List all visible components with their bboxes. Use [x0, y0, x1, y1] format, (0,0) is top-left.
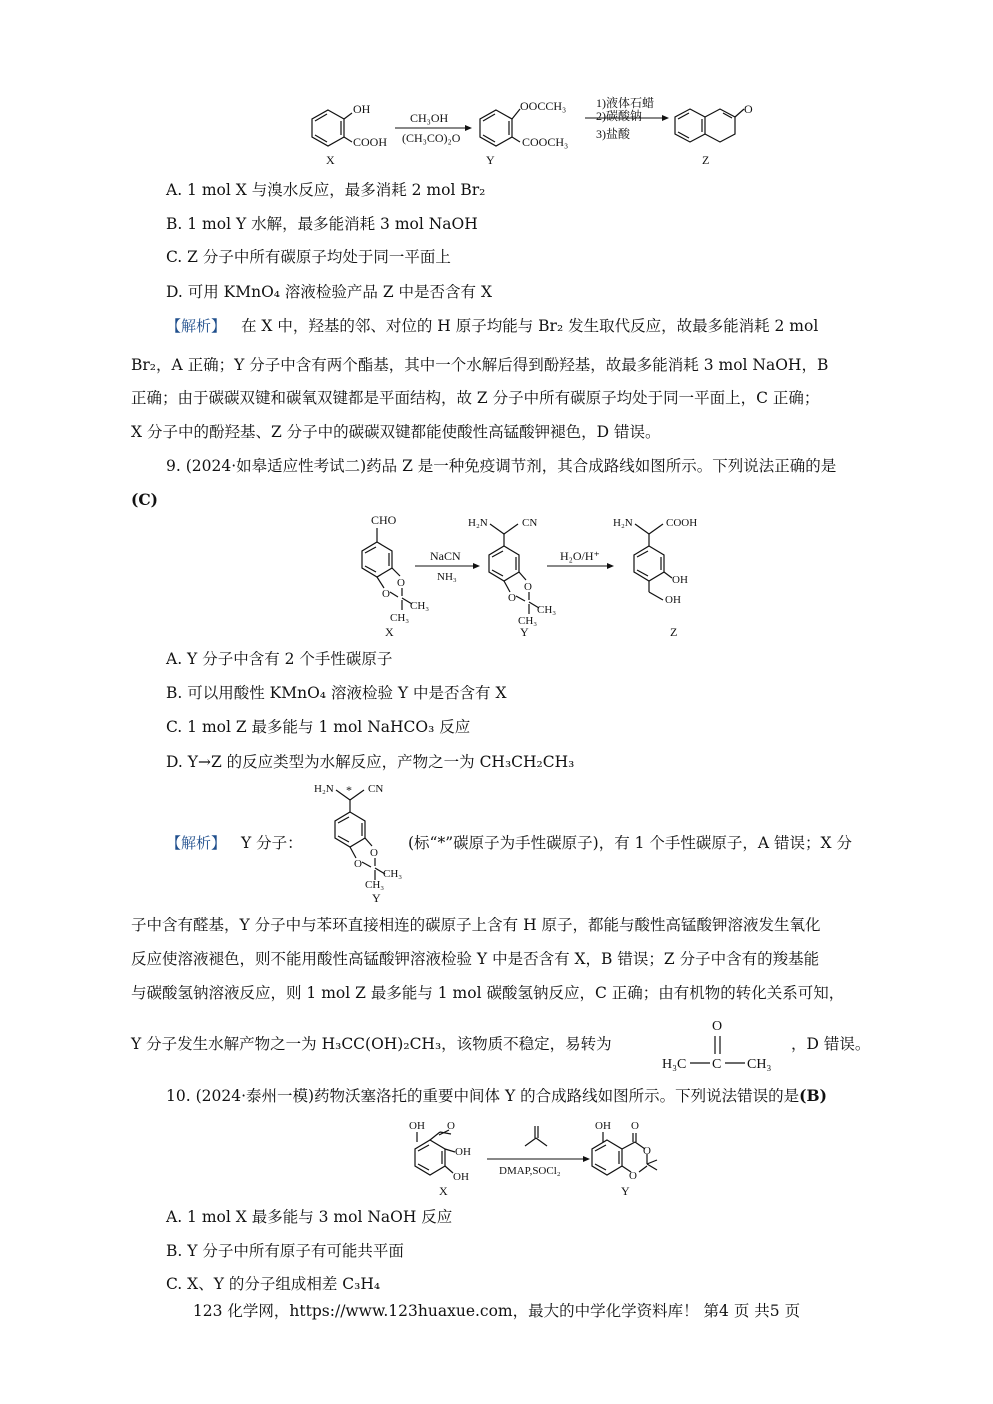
q8-r1-top: CH₃OH	[410, 111, 449, 125]
q9-arrow-1-head	[473, 563, 480, 569]
q9-z-h2n: H₂N	[613, 517, 633, 529]
q10-x-oh2: OH	[455, 1146, 471, 1158]
q9-z-label: Z	[670, 625, 678, 639]
q8-r1-bottom: (CH₃CO)₂O	[402, 131, 461, 145]
q10-answer: (B)	[799, 1086, 827, 1105]
q9-arrow-2-head	[607, 563, 614, 569]
q10-stem	[166, 1086, 827, 1106]
q8-analysis-line-2: Br₂，A 正确；Y 分子中含有两个酯基，其中一个水解后得到酚羟基，故最多能消耗 3 mol NaOH，B	[131, 356, 829, 374]
q9-analysis-tag: 【解析】	[166, 834, 227, 852]
q8-y-ooccch3: OOCCH₃	[520, 99, 567, 113]
q9-r1-bottom: NH₃	[437, 571, 457, 583]
q9-acetone-o: O	[712, 1019, 723, 1034]
q8-y-coocch3: COOCH₃	[522, 135, 569, 149]
q10-y-o3: O	[629, 1170, 637, 1182]
q8-y-label: Y	[486, 153, 495, 167]
q9-analysis-star: *	[346, 783, 352, 797]
q9-analysis-ch3a: CH₃	[383, 868, 403, 880]
q8-option-b: B. 1 mol Y 水解，最多能消耗 3 mol NaOH	[166, 215, 478, 233]
q9-option-c: C. 1 mol Z 最多能与 1 mol NaHCO₃ 反应	[166, 718, 471, 736]
q9-acetone-structure	[660, 1016, 790, 1076]
q9-option-d: D. Y→Z 的反应类型为水解反应，产物之一为 CH₃CH₂CH₃	[166, 753, 575, 771]
q10-stem-text: 10. (2024·泰州一模)药物沃塞洛托的重要中间体 Y 的合成路线如图所示。下列说法错误的是	[166, 1087, 800, 1105]
q8-z-label: Z	[702, 153, 710, 167]
q9-acetone-c: C	[712, 1057, 722, 1072]
q8-y-benzene-ring	[480, 109, 520, 146]
q8-r2-2: 2)碳酸钠	[596, 109, 642, 123]
q9-analysis-o2: O	[354, 858, 362, 870]
q8-reaction-scheme	[300, 96, 770, 168]
page-footer: 123 化学网，https://www.123huaxue.com，最大的中学化学资料库！ 第4 页 共5 页	[192, 1302, 801, 1320]
q9-analysis-line-3: 反应使溶液褪色，则不能用酸性高锰酸钾溶液检验 Y 中是否含有 X，B 错误；Z 分子中含有的羧基能	[131, 950, 820, 968]
q8-option-a: A. 1 mol X 与溴水反应，最多消耗 2 mol Br₂	[166, 181, 486, 199]
q9-analysis-line-4: 与碳酸氢钠溶液反应，则 1 mol Z 最多能与 1 mol 碳酸氢钠反应，C 正确；由有机物的转化关系可知，	[131, 984, 845, 1002]
q9-analysis-line-2: 子中含有醛基，Y 分子中与苯环直接相连的碳原子上含有 H 原子，都能与酸性高锰酸钾溶液发生氧化	[131, 916, 821, 934]
q10-y-o2: O	[643, 1145, 651, 1157]
q9-analysis-line-5b: ，D 错误。	[791, 1035, 871, 1053]
q8-analysis-line-3: 正确；由于碳碳双键和碳氧双键都是平面结构，故 Z 分子中所有碳原子均处于同一平面上，C 正确；	[131, 389, 820, 407]
q8-r2-3: 3)盐酸	[596, 127, 630, 141]
q10-y-label: Y	[621, 1184, 630, 1198]
q10-acetone-reagent	[525, 1126, 547, 1146]
q9-acetone-ch3: CH₃	[747, 1057, 772, 1072]
q8-analysis-line-4: X 分子中的酚羟基、Z 分子中的碳碳双键都能使酸性高锰酸钾褪色，D 错误。	[131, 423, 661, 441]
q9-r1-top: NaCN	[430, 549, 461, 563]
q8-analysis-line-1	[166, 316, 818, 336]
q9-z-structure	[634, 524, 672, 600]
q8-arrow-1-head	[465, 125, 472, 131]
q9-y-cn: CN	[522, 517, 538, 529]
q9-x-o2: O	[382, 588, 390, 600]
q9-answer: (C)	[131, 490, 159, 509]
q10-y-oh: OH	[595, 1120, 611, 1132]
q10-y-o1: O	[631, 1120, 639, 1132]
q8-analysis-tag: 【解析】	[166, 317, 227, 335]
q9-r2-top: H₂O/H⁺	[560, 549, 600, 563]
q8-arrow-2-head	[662, 115, 669, 121]
q9-x-o1: O	[397, 577, 405, 589]
q8-option-d: D. 可用 KMnO₄ 溶液检验产品 Z 中是否含有 X	[166, 283, 493, 301]
q10-x-label: X	[439, 1184, 448, 1198]
q9-analysis-h2n: H₂N	[314, 783, 334, 795]
q9-y-o2: O	[508, 592, 516, 604]
q9-x-label: X	[385, 625, 394, 639]
q8-x-label: X	[326, 153, 335, 167]
q8-z-carbonyl-o: O	[744, 102, 753, 116]
q10-x-oh3: OH	[453, 1171, 469, 1183]
q8-z-coumarin	[675, 109, 744, 142]
q10-r-bottom: DMAP,SOCl₂	[499, 1165, 561, 1177]
q9-analysis-line-5a: Y 分子发生水解产物之一为 H₃CC(OH)₂CH₃，该物质不稳定，易转为	[131, 1035, 612, 1053]
q9-x-cho: CHO	[371, 513, 397, 527]
q9-analysis-label: Y	[372, 891, 381, 905]
q9-x-ch3b: CH₃	[390, 612, 410, 624]
q9-z-oh2: OH	[665, 594, 681, 606]
q10-arrow-head	[583, 1156, 590, 1162]
q9-y-label: Y	[520, 625, 529, 639]
q8-option-c: C. Z 分子中所有碳原子均处于同一平面上	[166, 248, 451, 266]
q8-analysis-text-1: 在 X 中，羟基的邻、对位的 H 原子均能与 Br₂ 发生取代反应，故最多能消耗 2 mol	[240, 317, 819, 335]
q9-z-cooh: COOH	[666, 517, 698, 529]
q9-stem: 9. (2024·如皋适应性考试二)药品 Z 是一种免疫调节剂，其合成路线如图所示。下列说法正确的是	[166, 457, 837, 475]
q9-analysis-post: (标“*”碳原子为手性碳原子)，有 1 个手性碳原子，A 错误；X 分	[408, 834, 852, 852]
q10-option-c: C. X、Y 的分子组成相差 C₃H₄	[166, 1275, 381, 1293]
q9-option-b: B. 可以用酸性 KMnO₄ 溶液检验 Y 中是否含有 X	[166, 684, 507, 702]
q9-z-oh1: OH	[672, 574, 688, 586]
q9-y-ch3a: CH₃	[537, 604, 557, 616]
q9-analysis-y-structure	[310, 778, 420, 906]
q9-x-ch3a: CH₃	[410, 600, 430, 612]
q9-analysis-pre: Y 分子：	[240, 834, 303, 852]
q8-r2-1: 1)液体石蜡	[596, 96, 654, 110]
q9-reaction-scheme	[340, 512, 720, 642]
q8-x-oh: OH	[353, 102, 371, 116]
q9-option-a: A. Y 分子中含有 2 个手性碳原子	[166, 650, 393, 668]
q10-x-bonds	[415, 1130, 455, 1175]
q9-y-o1: O	[524, 581, 532, 593]
q9-analysis-line-1	[166, 833, 303, 853]
q9-y-ch3b: CH₃	[518, 615, 538, 627]
q10-x-oh1: OH	[409, 1120, 425, 1132]
q9-acetone-h3c: H₃C	[662, 1057, 687, 1072]
q10-x-o: O	[447, 1120, 455, 1132]
q9-analysis-ch3b: CH₃	[365, 879, 385, 891]
q9-y-h2n: H₂N	[468, 517, 488, 529]
q10-option-a: A. 1 mol X 最多能与 3 mol NaOH 反应	[166, 1208, 453, 1226]
q10-option-b: B. Y 分子中所有原子有可能共平面	[166, 1242, 404, 1260]
q8-x-cooh: COOH	[353, 135, 388, 149]
q9-analysis-cn: CN	[368, 783, 384, 795]
q10-reaction-scheme	[395, 1116, 675, 1202]
q8-x-benzene-ring	[312, 110, 352, 146]
q9-analysis-o1: O	[370, 847, 378, 859]
